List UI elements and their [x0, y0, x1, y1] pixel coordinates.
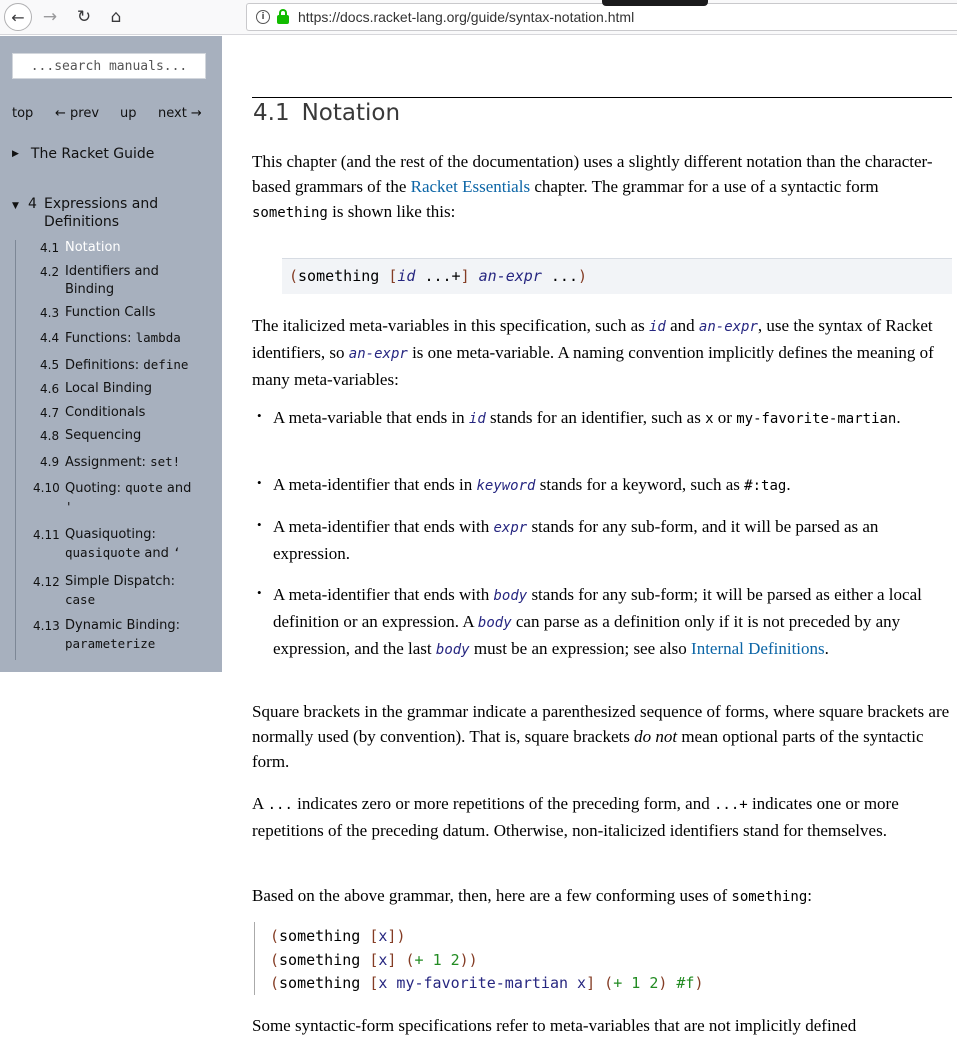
paragraph-trailing: Some syntactic-form specifications refer to meta-variables that are not implicitly defined	[252, 1016, 857, 1035]
toc-racket-guide[interactable]	[12, 146, 154, 162]
toc-chapter-num: 4	[28, 196, 37, 212]
paragraph-ellipsis: A ... indicates zero or more repetitions of the preceding form, and ...+ indicates one or more repetitions of the preceding datum. Otherwise, non-italicized identifiers stand for themselves.	[252, 794, 899, 840]
paragraph-metavariables: The italicized meta-variables in this specification, such as id and an-expr, use the syntax of Racket identifiers, so an-expr is one meta-variable. A naming convention implicitly defines the meaning of many meta-variables:	[252, 316, 934, 389]
example-line: (something [x])	[270, 927, 406, 945]
section-rule	[252, 97, 952, 98]
bullet-icon: •	[257, 408, 262, 423]
bullet-icon: •	[257, 585, 262, 600]
back-arrow-icon: ←	[11, 7, 25, 27]
bullet-icon: •	[257, 475, 262, 490]
paragraph-examples-intro: Based on the above grammar, then, here are a few conforming uses of something:	[252, 886, 812, 905]
browser-toolbar	[0, 0, 957, 35]
lock-icon	[276, 9, 290, 25]
sidebar-item-quasiquoting[interactable]: 4.11 Quasiquoting: quasiquote and ‘	[33, 527, 181, 561]
reload-button[interactable]	[70, 3, 98, 31]
bullet-icon: •	[257, 517, 262, 532]
toc-guide-label: The Racket Guide	[30, 146, 155, 162]
nav-top-link[interactable]: top	[12, 106, 34, 121]
expanded-triangle-icon: ▼	[12, 201, 19, 211]
search-manuals-input[interactable]: ...search manuals...	[12, 53, 206, 79]
nav-prev-link[interactable]: ← prev	[55, 106, 100, 121]
nav-up-link[interactable]: up	[120, 106, 137, 121]
sidebar: ...search manuals... top ← prev up next → ▶ The Racket Guide ▼ 4 Expressions and Definitions 4.1 Notation 4.2 Identifiers and Binding 4.3 Function Calls 4.4 Functions: lambda 4.5 Definitions: define 4.6 Local Binding 4.7 Conditionals 4.8 Sequencing 4.9 Assignment: set! 4.10 Quoting: quote and ' 4.11 Quasiquoting: quasiquote and ‘ 4.12 Simple Dispatch: case 4.13 Dynamic Binding: parameterize	[0, 36, 222, 672]
page-title: 4.1 Notation	[253, 100, 401, 126]
sidebar-item-simple-dispatch[interactable]: 4.12 Simple Dispatch: case	[33, 574, 175, 607]
paragraph-intro: This chapter (and the rest of the documentation) uses a slightly different notation than the character-based grammars of the Racket Essentials chapter. The grammar for a use of a syntactic form something is shown like this:	[252, 152, 933, 221]
example-line: (something [x my-favorite-martian x] (+ 1 2) #f)	[270, 974, 704, 992]
toc-indent-rule	[15, 240, 16, 660]
home-button[interactable]	[102, 3, 130, 31]
racket-essentials-link[interactable]: Racket Essentials	[410, 177, 531, 196]
paragraph-square-brackets: Square brackets in the grammar indicate a parenthesized sequence of forms, where square brackets are normally used (by convention). That is, square brackets do not mean optional parts of the syntactic form.	[252, 702, 950, 771]
url-text[interactable]: https://docs.racket-lang.org/guide/syntax-notation.html	[298, 9, 635, 25]
bullet-id: A meta-variable that ends in id stands for an identifier, such as x or my-favorite-martian.	[273, 408, 901, 427]
home-icon: ⌂	[110, 7, 122, 27]
bullet-expr: A meta-identifier that ends with expr stands for any sub-form, and it will be parsed as an expression.	[273, 517, 879, 563]
sidebar-item-dynamic-binding[interactable]: 4.13 Dynamic Binding: parameterize	[33, 618, 180, 651]
back-button[interactable]	[4, 3, 32, 31]
nav-next-link[interactable]: next →	[158, 106, 202, 121]
forward-arrow-icon: →	[42, 7, 58, 27]
forward-button[interactable]	[36, 3, 64, 31]
grammar-box: (something [id ...+] an-expr ...)	[282, 258, 952, 294]
collapsed-triangle-icon: ▶	[12, 149, 19, 159]
nav-links	[0, 106, 222, 124]
bullet-keyword: A meta-identifier that ends in keyword stands for a keyword, such as #:tag.	[273, 475, 791, 494]
bullet-body: A meta-identifier that ends with body stands for any sub-form; it will be parsed as either a local definition or an expression. A body can parse as a definition only if it is not preceded by any expression, and the last body must be an expression; see also Internal Definitions.	[273, 585, 922, 658]
reload-icon: ↻	[76, 7, 92, 27]
example-line: (something [x] (+ 1 2))	[270, 950, 478, 969]
sidebar-item-quoting[interactable]: 4.10 Quoting: quote and '	[33, 480, 192, 514]
internal-definitions-link[interactable]: Internal Definitions	[691, 639, 825, 658]
info-icon[interactable]: i	[256, 10, 270, 24]
code-examples	[254, 922, 854, 995]
url-bar[interactable]	[246, 3, 957, 31]
tooltip-fragment	[602, 0, 708, 6]
toc-chapter-title: Expressions and Definitions	[44, 196, 159, 230]
sidebar-item-identifiers[interactable]: 4.2 Identifiers and Binding	[40, 264, 159, 297]
